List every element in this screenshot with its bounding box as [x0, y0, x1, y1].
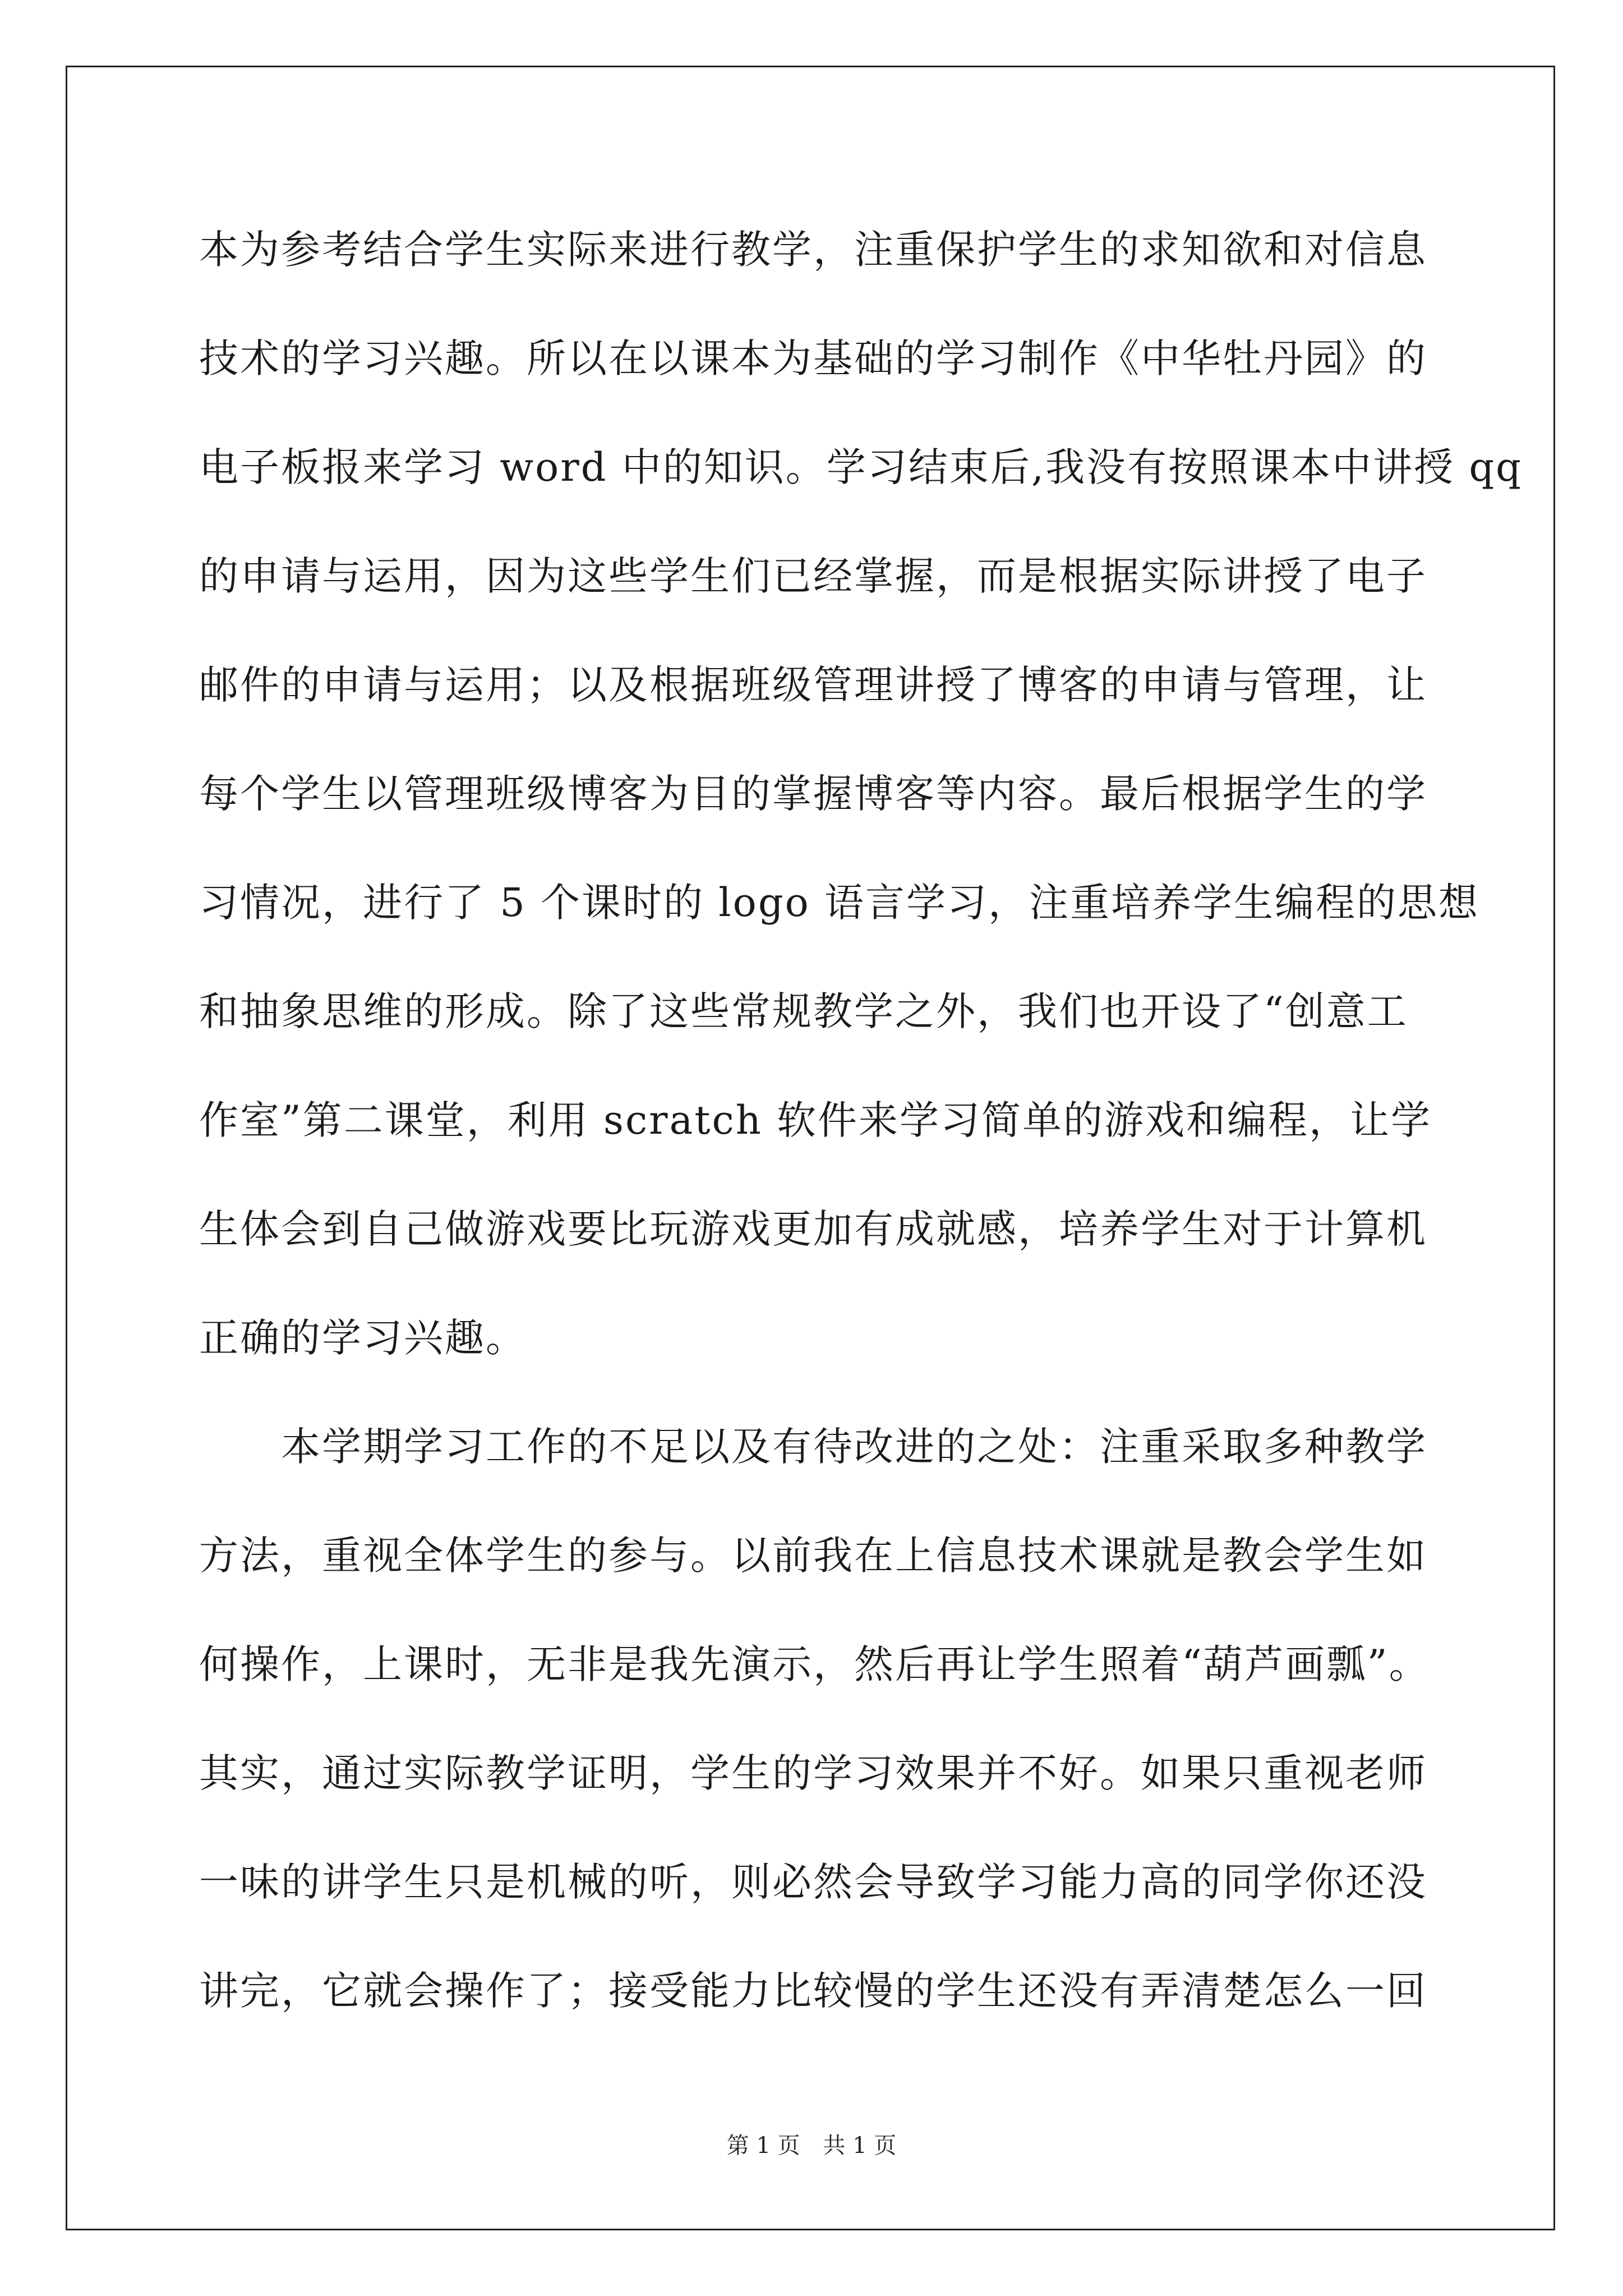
text-line: 和抽象思维的形成。除了这些常规教学之外，我们也开设了“创意工 — [199, 988, 1408, 1034]
page-number-current: 第 1 页 — [726, 2133, 800, 2159]
text-line: 技术的学习兴趣。所以在以课本为基础的学习制作《中华牡丹园》的 — [199, 335, 1427, 381]
text-line: 何操作，上课时，无非是我先演示，然后再让学生照着“葫芦画瓢”。 — [199, 1641, 1430, 1687]
text-line: 正确的学习兴趣。 — [199, 1315, 527, 1361]
document-body — [199, 213, 1523, 2063]
text-line: 的申请与运用，因为这些学生们已经掌握，而是根据实际讲授了电子 — [199, 553, 1427, 599]
text-line: 生体会到自己做游戏要比玩游戏更加有成就感，培养学生对于计算机 — [199, 1206, 1427, 1252]
text-line: 作室”第二课堂，利用 scratch 软件来学习简单的游戏和编程，让学 — [199, 1097, 1432, 1143]
text-line: 讲完，它就会操作了；接受能力比较慢的学生还没有弄清楚怎么一回 — [199, 1968, 1427, 2014]
text-line: 邮件的申请与运用；以及根据班级管理讲授了博客的申请与管理，让 — [199, 662, 1427, 708]
text-line: 习情况，进行了 5 个课时的 logo 语言学习，注重培养学生编程的思想 — [199, 880, 1480, 926]
text-line: 本为参考结合学生实际来进行教学，注重保护学生的求知欲和对信息 — [199, 227, 1427, 273]
text-line: 每个学生以管理班级博客为目的掌握博客等内容。最后根据学生的学 — [199, 771, 1427, 817]
text-line: 电子板报来学习 word 中的知识。学习结束后,我没有按照课本中讲授 qq — [199, 444, 1523, 490]
page-number-total: 共 1 页 — [823, 2133, 897, 2159]
text-line: 方法，重视全体学生的参与。以前我在上信息技术课就是教会学生如 — [199, 1533, 1427, 1579]
page-footer — [0, 2129, 1623, 2162]
text-line: 本学期学习工作的不足以及有待改进的之处：注重采取多种教学 — [281, 1424, 1427, 1470]
text-line: 其实，通过实际教学证明，学生的学习效果并不好。如果只重视老师 — [199, 1750, 1427, 1796]
text-line: 一味的讲学生只是机械的听，则必然会导致学习能力高的同学你还没 — [199, 1859, 1427, 1905]
